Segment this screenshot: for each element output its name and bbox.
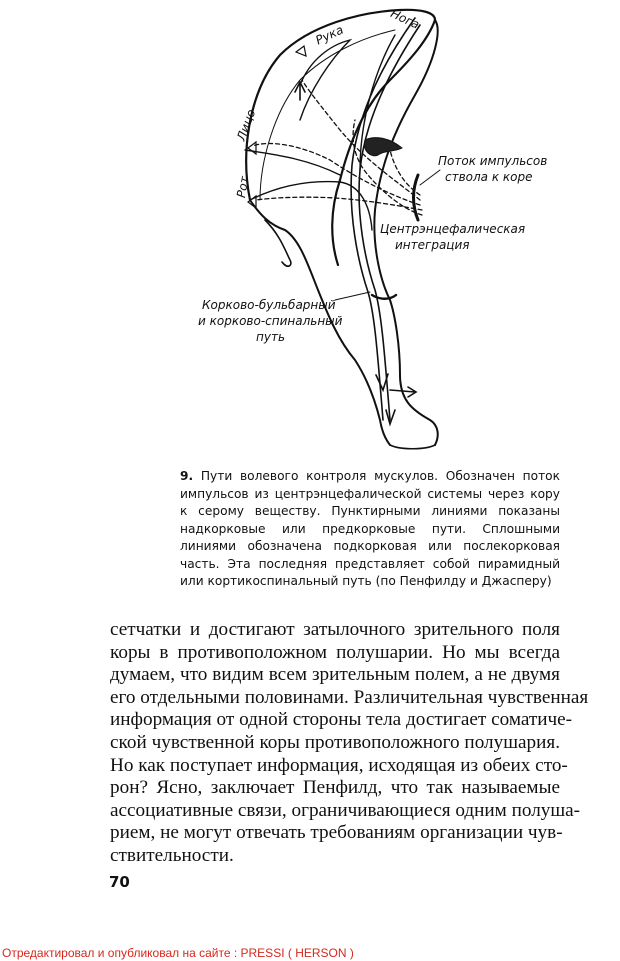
label-integration-2: интеграция: [395, 238, 470, 252]
figure-brain-pathways: [190, 0, 570, 460]
body-line: коры в противоположном полушарии. Но мы всегда: [110, 641, 560, 663]
body-line: ствительности.: [110, 844, 234, 866]
label-litso: Лицо: [234, 107, 259, 143]
label-potok-1: Поток импульсов: [438, 154, 548, 168]
stem-bottom: [390, 445, 435, 449]
body-text: [110, 619, 589, 868]
solid-path-5: [245, 150, 340, 175]
label-ruka: Рука: [313, 22, 346, 48]
label-path-3: путь: [256, 330, 286, 344]
body-line: его отдельными половинами. Различительная чувственная: [110, 686, 589, 708]
leader-path: [335, 292, 370, 300]
body-line: ской чувственной коры противоположного полушария.: [110, 731, 560, 753]
body-line: рон? Ясно, заключает Пенфилд, что так называемые: [110, 777, 560, 799]
label-potok-2: ствола к коре: [445, 170, 533, 184]
label-noga: Нога: [388, 6, 422, 32]
body-line: информация от одной стороны тела достигает соматиче-: [110, 709, 573, 731]
label-integration-1: Центрэнцефалическая: [380, 222, 526, 236]
credit-watermark: Отредактировал и опубликовал на сайте : PRESSI ( HERSON ): [2, 946, 354, 960]
body-line: рием, не могут отвечать требованиям организации чув-: [110, 822, 563, 844]
leader-potok: [420, 170, 440, 185]
caption-number: 9.: [180, 469, 194, 483]
thalamus: [364, 138, 402, 156]
body-line: сетчатки и достигают затылочного зрительного поля: [110, 619, 560, 640]
body-line: ассоциативные связи, ограничивающиеся одним полуша-: [110, 799, 581, 821]
label-path-1: Корково-бульбарный: [202, 298, 336, 312]
body-line: Но как поступает информация, исходящая из обеих сто-: [110, 754, 568, 776]
page-number: 70: [109, 873, 130, 891]
body-line: думаем, что видим всем зрительным полем, а не двумя: [110, 664, 560, 686]
caption-text: Пути волевого контроля мускулов. Обозначен поток импульсов из центрэнцефалической системы через кору к серому веществу. Пунктирными линиями показаны надкорковые или предкорковые пути. Сплошными линиями обозначена подкорковая или послекорковая часть. Эта последняя представляет собой пирамидный или кортикоспинальный путь (по Пенфилду и Джасперу): [180, 469, 560, 588]
tri-ruka: [296, 46, 306, 56]
label-rot: Рот: [234, 175, 252, 199]
figure-caption: [180, 468, 560, 591]
label-path-2: и корково-спинальный: [198, 314, 343, 328]
tri-litso: [248, 142, 256, 154]
